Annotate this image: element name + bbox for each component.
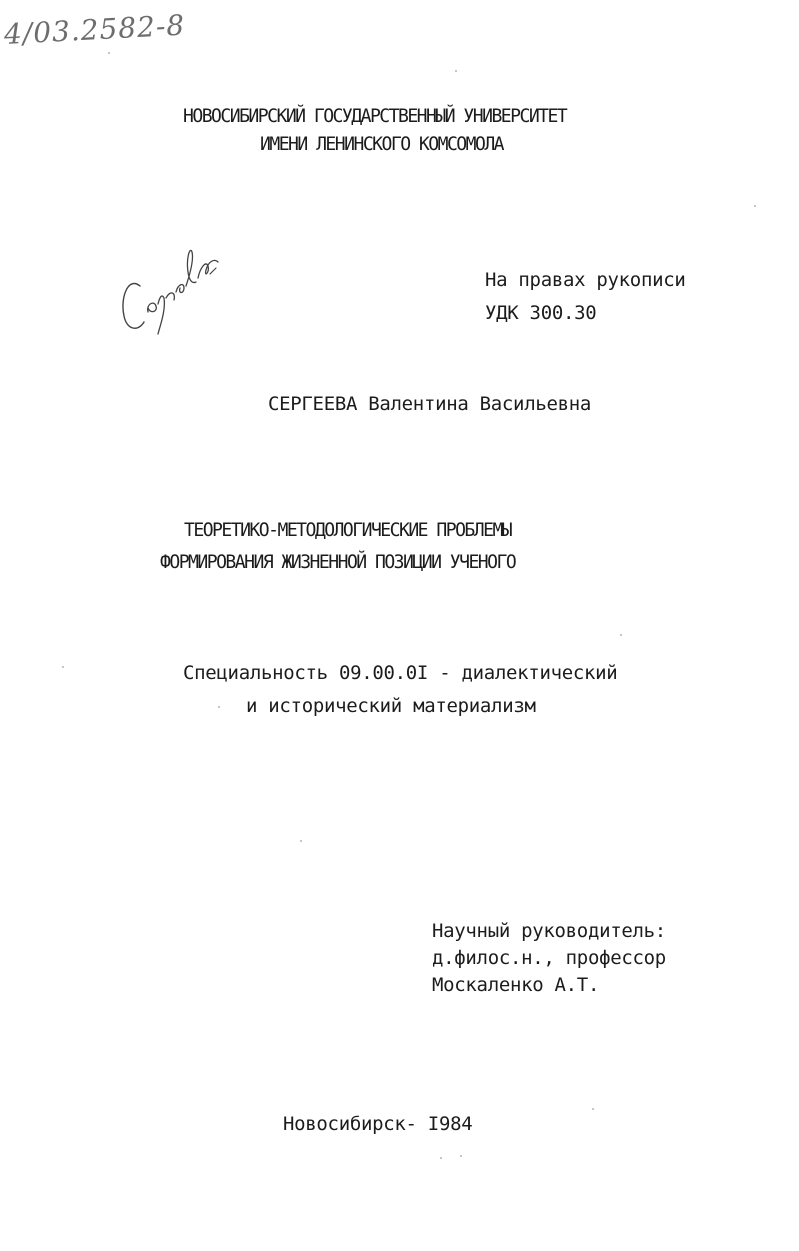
scan-speck xyxy=(108,52,110,54)
city-year: Новосибирск- I984 xyxy=(283,1113,473,1135)
scan-speck xyxy=(300,840,302,842)
scan-speck xyxy=(62,666,64,668)
university-name: НОВОСИБИРСКИЙ ГОСУДАРСТВЕННЫЙ УНИВЕРСИТЕТ xyxy=(183,105,567,127)
author-name: СЕРГЕЕВА Валентина Васильевна xyxy=(268,393,592,415)
scan-speck xyxy=(218,706,220,708)
scan-speck xyxy=(460,1155,462,1157)
supervisor-label: Научный руководитель: xyxy=(432,920,666,942)
scan-speck xyxy=(620,634,622,636)
thesis-title-line-1: ТЕОРЕТИКО-МЕТОДОЛОГИЧЕСКИЕ ПРОБЛЕМЫ xyxy=(184,519,512,541)
specialty-line-1: Специальность 09.00.0I - диалектический xyxy=(183,662,618,684)
specialty-line-2: и исторический материализм xyxy=(246,695,536,717)
scan-speck xyxy=(455,70,457,72)
scan-speck xyxy=(440,1157,442,1159)
thesis-title-line-2: ФОРМИРОВАНИЯ ЖИЗНЕННОЙ ПОЗИЦИИ УЧЕНОГО xyxy=(160,551,516,573)
scan-speck xyxy=(754,205,756,207)
supervisor-name: Москаленко А.Т. xyxy=(432,974,600,996)
scan-speck xyxy=(592,1108,594,1110)
udk-code: УДК 300.30 xyxy=(485,302,597,324)
archive-number: 4/03.2582-8 xyxy=(3,8,186,51)
handwritten-signature-icon xyxy=(118,238,228,338)
supervisor-degree: д.филос.н., профессор xyxy=(432,947,666,969)
manuscript-rights-label: На правах рукописи xyxy=(485,269,686,291)
university-dedication: ИМЕНИ ЛЕНИНСКОГО КОМСОМОЛА xyxy=(260,133,504,155)
